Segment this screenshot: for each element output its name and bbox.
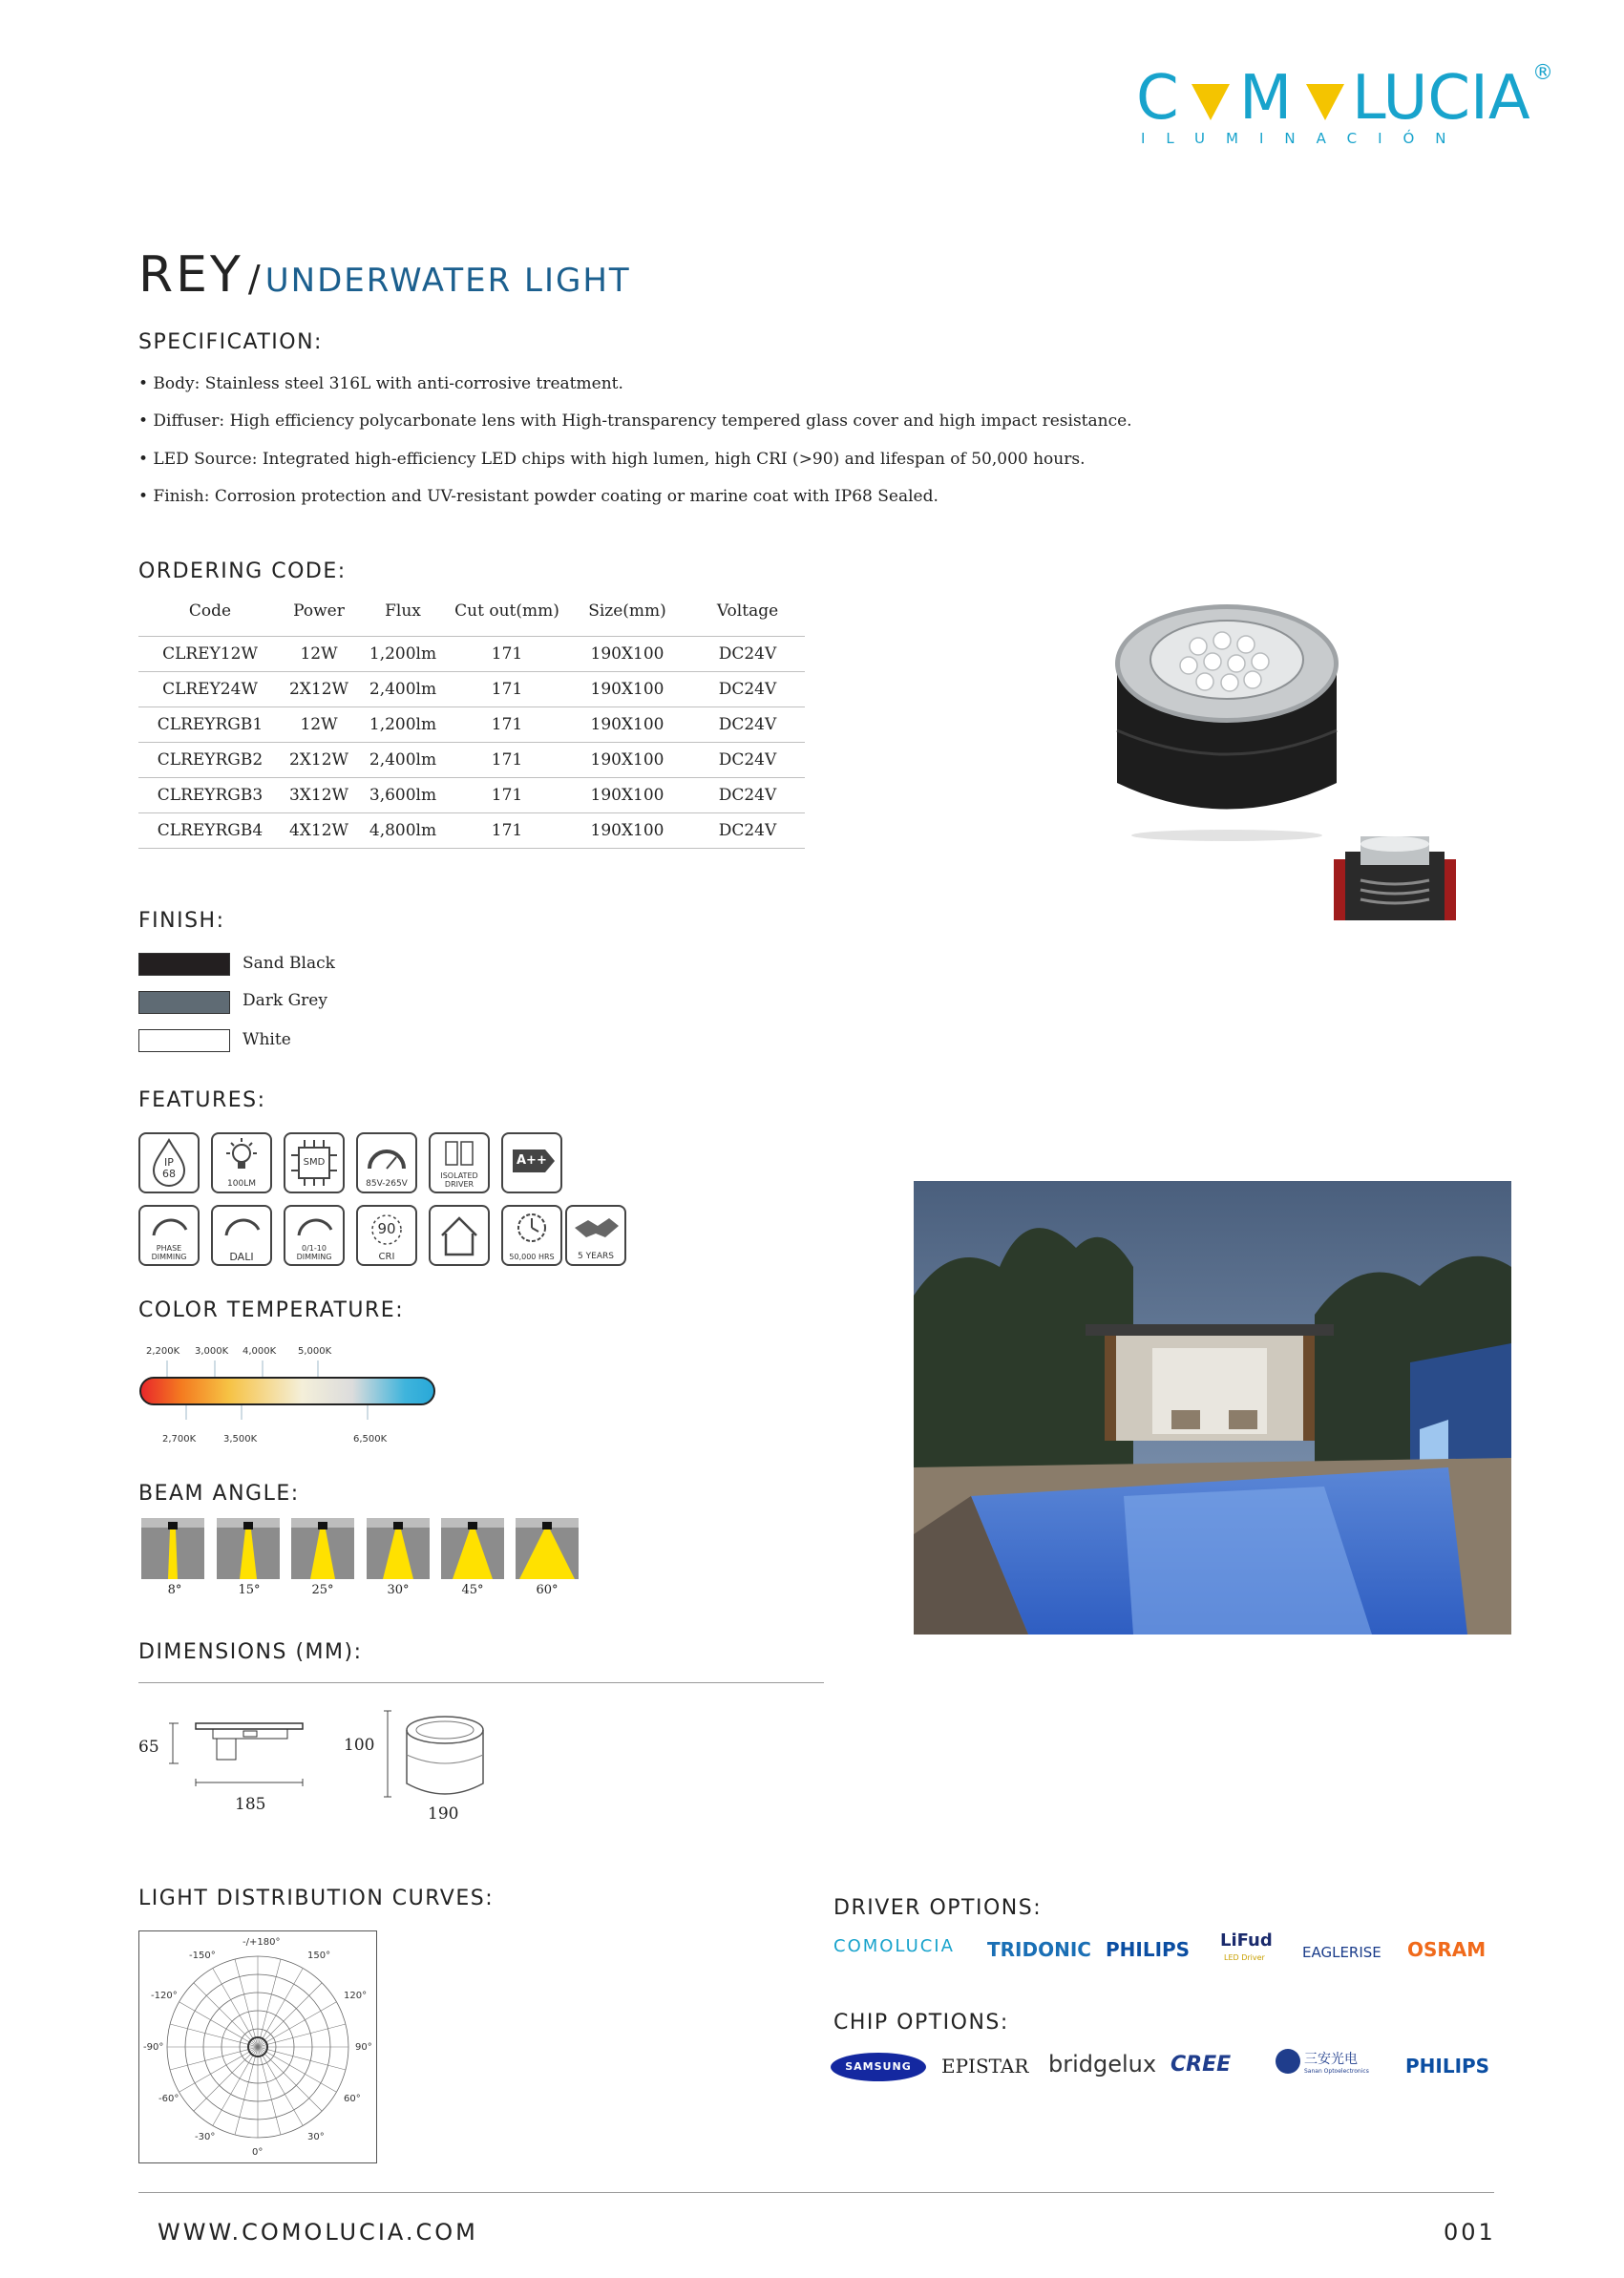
house-icon [429, 1205, 490, 1266]
cell-cutout: 171 [450, 707, 564, 743]
cri-icon [356, 1205, 417, 1266]
polar-angle-label: 120° [344, 1991, 368, 2001]
voltage-gauge-icon [356, 1132, 417, 1193]
color-temperature-gradient-bar [138, 1360, 444, 1422]
beam-angle-label: 15° [238, 1583, 261, 1597]
table-row [138, 743, 805, 778]
polar-angle-label: -120° [151, 1991, 178, 2001]
cct-label: 4,000K [243, 1346, 277, 1357]
logo-subtitle: ILUMINACIÓN [1141, 130, 1467, 147]
chip-sanan-logo: 三安光电 [1304, 2052, 1358, 2067]
dimension-width-a: 185 [235, 1795, 266, 1814]
chip-options-heading: CHIP OPTIONS: [833, 2011, 1009, 2035]
cell-cutout: 171 [450, 778, 564, 813]
lifud-subtitle: LED Driver [1224, 1953, 1265, 1962]
table-row [138, 778, 805, 813]
cell-flux: 2,400lm [356, 672, 450, 707]
polar-angle-label: -30° [195, 2132, 216, 2142]
cell-size: 190X100 [564, 707, 690, 743]
warranty-handshake-icon [565, 1205, 626, 1266]
table-row [138, 707, 805, 743]
dimension-width-b: 190 [428, 1804, 459, 1824]
polar-angle-label: -60° [158, 2094, 179, 2104]
polar-angle-label: -90° [143, 2042, 164, 2053]
perspective-drawing [380, 1709, 514, 1804]
driver-eaglerise-logo: EAGLERISE [1302, 1944, 1381, 1961]
phase-dimming-label: PHASE DIMMING [151, 1244, 187, 1261]
voltage-label: 85V-265V [366, 1179, 408, 1189]
sanan-subtitle: Sanan Optoelectronics [1304, 2068, 1369, 2075]
cell-cutout: 171 [450, 672, 564, 707]
ip68-label: IP 68 [162, 1156, 176, 1180]
chip-cree-logo: CREE [1171, 2053, 1232, 2077]
beam-30-diagram [367, 1518, 430, 1579]
cct-label: 3,000K [195, 1346, 229, 1357]
cct-label: 6,500K [353, 1434, 388, 1445]
title-category: UNDERWATER LIGHT [264, 262, 631, 300]
cct-label: 5,000K [298, 1346, 332, 1357]
chip-epistar-logo: EPISTAR [941, 2055, 1029, 2078]
cell-flux: 3,600lm [356, 778, 450, 813]
cell-power: 12W [282, 707, 356, 743]
column-header: Size(mm) [588, 601, 666, 621]
column-header: Code [188, 601, 232, 621]
finish-swatch-sand-black [138, 953, 230, 976]
ip68-icon [138, 1132, 200, 1193]
driver-osram-logo: OSRAM [1407, 1938, 1487, 1961]
logo-registered-mark: ® [1532, 61, 1553, 85]
cri-value: 90 [377, 1220, 396, 1237]
cell-voltage: DC24V [690, 637, 805, 672]
cell-code: CLREYRGB2 [138, 743, 282, 778]
energy-class-icon [501, 1132, 562, 1193]
cell-code: CLREYRGB3 [138, 778, 282, 813]
beam-angle-label: 60° [536, 1583, 559, 1597]
cell-code: CLREY12W [138, 637, 282, 672]
beam-25-diagram [291, 1518, 354, 1579]
dimensions-heading: DIMENSIONS (MM): [138, 1640, 363, 1664]
chip-philips-logo: PHILIPS [1405, 2055, 1490, 2078]
lifespan-clock-icon [501, 1205, 562, 1266]
cell-voltage: DC24V [690, 707, 805, 743]
cell-code: CLREYRGB1 [138, 707, 282, 743]
beam-angle-label: 45° [461, 1583, 484, 1597]
beam-angle-label: 30° [387, 1583, 410, 1597]
beam-15-diagram [217, 1518, 280, 1579]
cell-power: 3X12W [282, 778, 356, 813]
cell-voltage: DC24V [690, 778, 805, 813]
polar-angle-label: 60° [344, 2094, 361, 2104]
finish-label: Dark Grey [243, 991, 327, 1010]
cell-power: 2X12W [282, 672, 356, 707]
smd-chip-icon [284, 1132, 345, 1193]
page-number: 001 [1444, 2219, 1496, 2246]
cct-label: 2,700K [162, 1434, 197, 1445]
cell-flux: 1,200lm [356, 637, 450, 672]
features-heading: FEATURES: [138, 1088, 266, 1112]
table-header-row [138, 586, 805, 637]
cell-power: 2X12W [282, 743, 356, 778]
spec-item: • Finish: Corrosion protection and UV-resistant powder coating or marine coat with IP68 Sealed. [138, 487, 939, 506]
chip-sanan-icon [1276, 2049, 1300, 2074]
beam-8-diagram [141, 1518, 204, 1579]
polar-diagram [138, 1930, 377, 2163]
column-header: Cut out(mm) [454, 601, 559, 621]
dimming-0-10-label: 0/1-10 DIMMING [296, 1244, 332, 1261]
svg-text:LUCIA: LUCIA [1352, 65, 1530, 132]
driver-lifud-logo: LiFud [1220, 1930, 1273, 1951]
phase-dimming-icon [138, 1205, 200, 1266]
cell-size: 190X100 [564, 637, 690, 672]
finish-swatch-dark-grey [138, 991, 230, 1014]
spec-item: • LED Source: Integrated high-efficiency LED chips with high lumen, high CRI (>90) and lifespan of 50,000 hours. [138, 450, 1086, 469]
side-view-drawing [167, 1714, 310, 1790]
dali-icon [211, 1205, 272, 1266]
specification-heading: SPECIFICATION: [138, 330, 323, 354]
polar-angle-label: 150° [307, 1951, 331, 1961]
spec-item: • Diffuser: High efficiency polycarbonate lens with High-transparency tempered glass cover and high impact resistance. [138, 411, 1132, 431]
cell-cutout: 171 [450, 637, 564, 672]
product-image [1098, 587, 1356, 845]
cell-power: 12W [282, 637, 356, 672]
beam-angle-label: 25° [311, 1583, 334, 1597]
pool-photo [914, 1181, 1511, 1635]
smd-label: SMD [303, 1157, 326, 1168]
cell-voltage: DC24V [690, 672, 805, 707]
lumen-bulb-icon [211, 1132, 272, 1193]
column-header: Voltage [716, 601, 779, 621]
cell-code: CLREY24W [138, 672, 282, 707]
isolated-driver-icon [429, 1132, 490, 1193]
beam-angle-label: 8° [167, 1583, 182, 1597]
cell-power: 4X12W [282, 813, 356, 849]
beam-45-diagram [441, 1518, 504, 1579]
polar-angle-label: 30° [307, 2132, 325, 2142]
product-cutaway-image [1332, 831, 1458, 922]
spec-item: • Body: Stainless steel 316L with anti-corrosive treatment. [138, 374, 623, 393]
finish-label: White [243, 1030, 291, 1049]
dimming-0-10-icon [284, 1205, 345, 1266]
dimension-height-b: 100 [344, 1736, 375, 1755]
driver-options-heading: DRIVER OPTIONS: [833, 1896, 1043, 1920]
cct-label: 3,500K [223, 1434, 258, 1445]
lifespan-label: 50,000 HRS [509, 1253, 555, 1261]
page-title [138, 246, 631, 304]
title-slash: / [247, 258, 261, 300]
footer-website[interactable]: WWW.COMOLUCIA.COM [158, 2219, 478, 2246]
dimension-height-a: 65 [138, 1738, 159, 1757]
table-row [138, 637, 805, 672]
driver-philips-logo: PHILIPS [1106, 1938, 1191, 1961]
cri-label: CRI [378, 1252, 395, 1262]
cell-size: 190X100 [564, 672, 690, 707]
driver-comolucia-logo: COMOLUCIA [833, 1936, 955, 1956]
column-header: Power [293, 601, 345, 621]
cell-code: CLREYRGB4 [138, 813, 282, 849]
cell-flux: 2,400lm [356, 743, 450, 778]
brand-logo [1136, 61, 1556, 160]
polar-angle-label: 90° [355, 2042, 372, 2053]
svg-text:C: C [1136, 65, 1179, 132]
dimensions-divider [138, 1682, 824, 1683]
warranty-label: 5 YEARS [578, 1252, 614, 1261]
chip-bridgelux-logo: bridgelux [1048, 2051, 1157, 2078]
footer-divider [138, 2192, 1494, 2193]
driver-tridonic-logo: TRIDONIC [987, 1938, 1091, 1961]
svg-text:M: M [1239, 65, 1293, 132]
title-product-name: REY [138, 246, 243, 304]
dali-label: DALI [229, 1251, 254, 1263]
ordering-heading: ORDERING CODE: [138, 559, 347, 583]
finish-swatch-white [138, 1029, 230, 1052]
column-header: Flux [385, 601, 421, 621]
polar-angle-label: -150° [189, 1951, 216, 1961]
table-row [138, 813, 805, 849]
cell-voltage: DC24V [690, 743, 805, 778]
cell-cutout: 171 [450, 813, 564, 849]
cell-flux: 4,800lm [356, 813, 450, 849]
finish-label: Sand Black [243, 954, 335, 973]
logo-wordmark-icon [1136, 65, 1537, 132]
chip-samsung-logo [831, 2053, 926, 2081]
finish-heading: FINISH: [138, 909, 225, 933]
cell-size: 190X100 [564, 813, 690, 849]
beam-angle-heading: BEAM ANGLE: [138, 1482, 300, 1506]
distribution-heading: LIGHT DISTRIBUTION CURVES: [138, 1887, 495, 1910]
cell-size: 190X100 [564, 743, 690, 778]
isolated-driver-label: ISOLATED DRIVER [440, 1171, 478, 1189]
polar-angle-label: -/+180° [243, 1937, 281, 1948]
cell-size: 190X100 [564, 778, 690, 813]
cell-cutout: 171 [450, 743, 564, 778]
beam-60-diagram [516, 1518, 579, 1579]
energy-class-label: A++ [517, 1153, 547, 1168]
color-temperature-heading: COLOR TEMPERATURE: [138, 1298, 405, 1322]
cell-voltage: DC24V [690, 813, 805, 849]
samsung-text: SAMSUNG [845, 2060, 912, 2073]
cct-label: 2,200K [146, 1346, 180, 1357]
lumen-label: 100LM [227, 1179, 256, 1189]
table-row [138, 672, 805, 707]
ordering-table [138, 586, 805, 849]
cell-flux: 1,200lm [356, 707, 450, 743]
polar-angle-label: 0° [252, 2147, 264, 2158]
